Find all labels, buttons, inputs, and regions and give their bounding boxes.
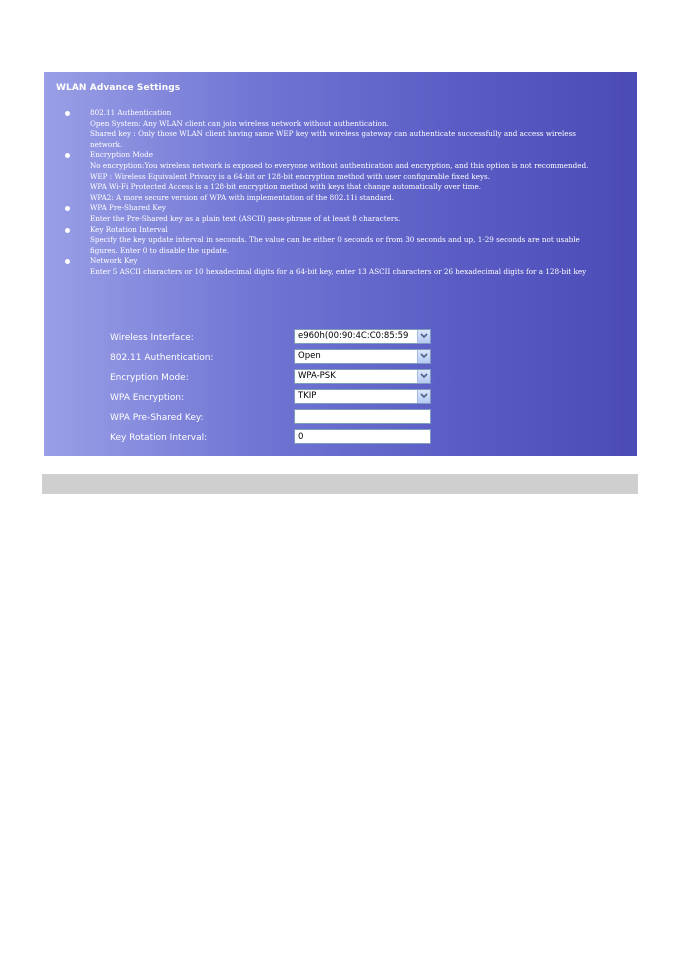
help-heading: 802.11 Authentication — [90, 108, 172, 117]
wireless-interface-label: Wireless Interface: — [110, 333, 194, 343]
bullet-icon — [65, 111, 70, 116]
row-key-rotation — [110, 429, 610, 449]
row-wireless-interface — [110, 329, 610, 349]
bullet-icon — [65, 228, 70, 233]
row-pre-shared-key — [110, 409, 610, 429]
pre-shared-key-input[interactable] — [294, 409, 431, 424]
settings-form — [110, 329, 610, 450]
row-wpa-encryption — [110, 389, 610, 409]
wpa-encryption-select[interactable] — [294, 389, 431, 404]
bullet-icon — [65, 259, 70, 264]
help-item-network-key — [64, 256, 632, 277]
help-text: WPA Wi-Fi Protected Access is a 128-bit encryption method with keys that change automatically over time. — [90, 182, 481, 192]
help-text: Specify the key update interval in seconds. The value can be either 0 seconds or from 30 seconds and up, 1-29 seconds are not usable — [90, 235, 580, 245]
help-text: Enter the Pre-Shared key as a plain text (ASCII) pass-phrase of at least 8 characters. — [90, 213, 401, 223]
chevron-down-icon[interactable] — [417, 350, 430, 363]
help-text: No encryption:You wireless network is exposed to everyone without authentication and encryption, and this option is not recommended. — [90, 160, 589, 170]
help-text: Open System: Any WLAN client can join wireless network without authentication. — [90, 118, 389, 128]
help-heading: Network Key — [90, 256, 138, 266]
authentication-label: 802.11 Authentication: — [110, 353, 214, 364]
authentication-select[interactable] — [294, 349, 431, 364]
key-rotation-input[interactable] — [294, 429, 431, 444]
help-text: Enter 5 ASCII characters or 10 hexadecimal digits for a 64-bit key, enter 13 ASCII characters or 26 hexadecimal digits for a 128-bit key — [90, 266, 587, 276]
row-encryption-mode — [110, 369, 610, 389]
help-heading: WPA Pre-Shared Key — [90, 203, 166, 213]
chevron-down-icon[interactable] — [417, 370, 430, 383]
help-item-authentication — [64, 108, 632, 150]
help-text: figures. Enter 0 to disable the update. — [90, 245, 229, 255]
section-divider-bar — [42, 474, 638, 494]
help-item-pre-shared-key — [64, 203, 632, 224]
wpa-encryption-value: TKIP — [298, 391, 317, 402]
help-text: WPA2: A more secure version of WPA with implementation of the 802.11i standard. — [90, 192, 395, 202]
wireless-interface-select[interactable] — [294, 329, 431, 344]
chevron-down-icon[interactable] — [417, 390, 430, 403]
wlan-advance-settings-panel — [44, 72, 637, 456]
key-rotation-label: Key Rotation Interval: — [110, 433, 208, 444]
help-list — [64, 108, 632, 278]
row-authentication — [110, 349, 610, 369]
bullet-icon — [65, 206, 70, 211]
help-text: WEP : Wireless Equivalent Privacy is a 64-bit or 128-bit encryption method with user configurable fixed keys. — [90, 171, 491, 181]
panel-title: WLAN Advance Settings — [56, 83, 181, 93]
authentication-value: Open — [298, 351, 321, 362]
help-heading: Encryption Mode — [90, 150, 153, 160]
wireless-interface-value: e960h(00:90:4C:C0:85:59 — [298, 331, 409, 341]
help-item-encryption-mode — [64, 150, 632, 203]
help-text: Shared key : Only those WLAN client having same WEP key with wireless gateway can authenticate successfully and access wireless — [90, 129, 576, 139]
bullet-icon — [65, 153, 70, 158]
chevron-down-icon[interactable] — [417, 330, 430, 343]
help-text: network. — [90, 139, 123, 149]
encryption-mode-label: Encryption Mode: — [110, 373, 189, 384]
wpa-encryption-label: WPA Encryption: — [110, 393, 185, 404]
encryption-mode-value: WPA-PSK — [298, 371, 336, 382]
help-item-key-rotation — [64, 225, 632, 257]
pre-shared-key-label: WPA Pre-Shared Key: — [110, 413, 204, 424]
encryption-mode-select[interactable] — [294, 369, 431, 384]
help-heading: Key Rotation Interval — [90, 224, 168, 234]
